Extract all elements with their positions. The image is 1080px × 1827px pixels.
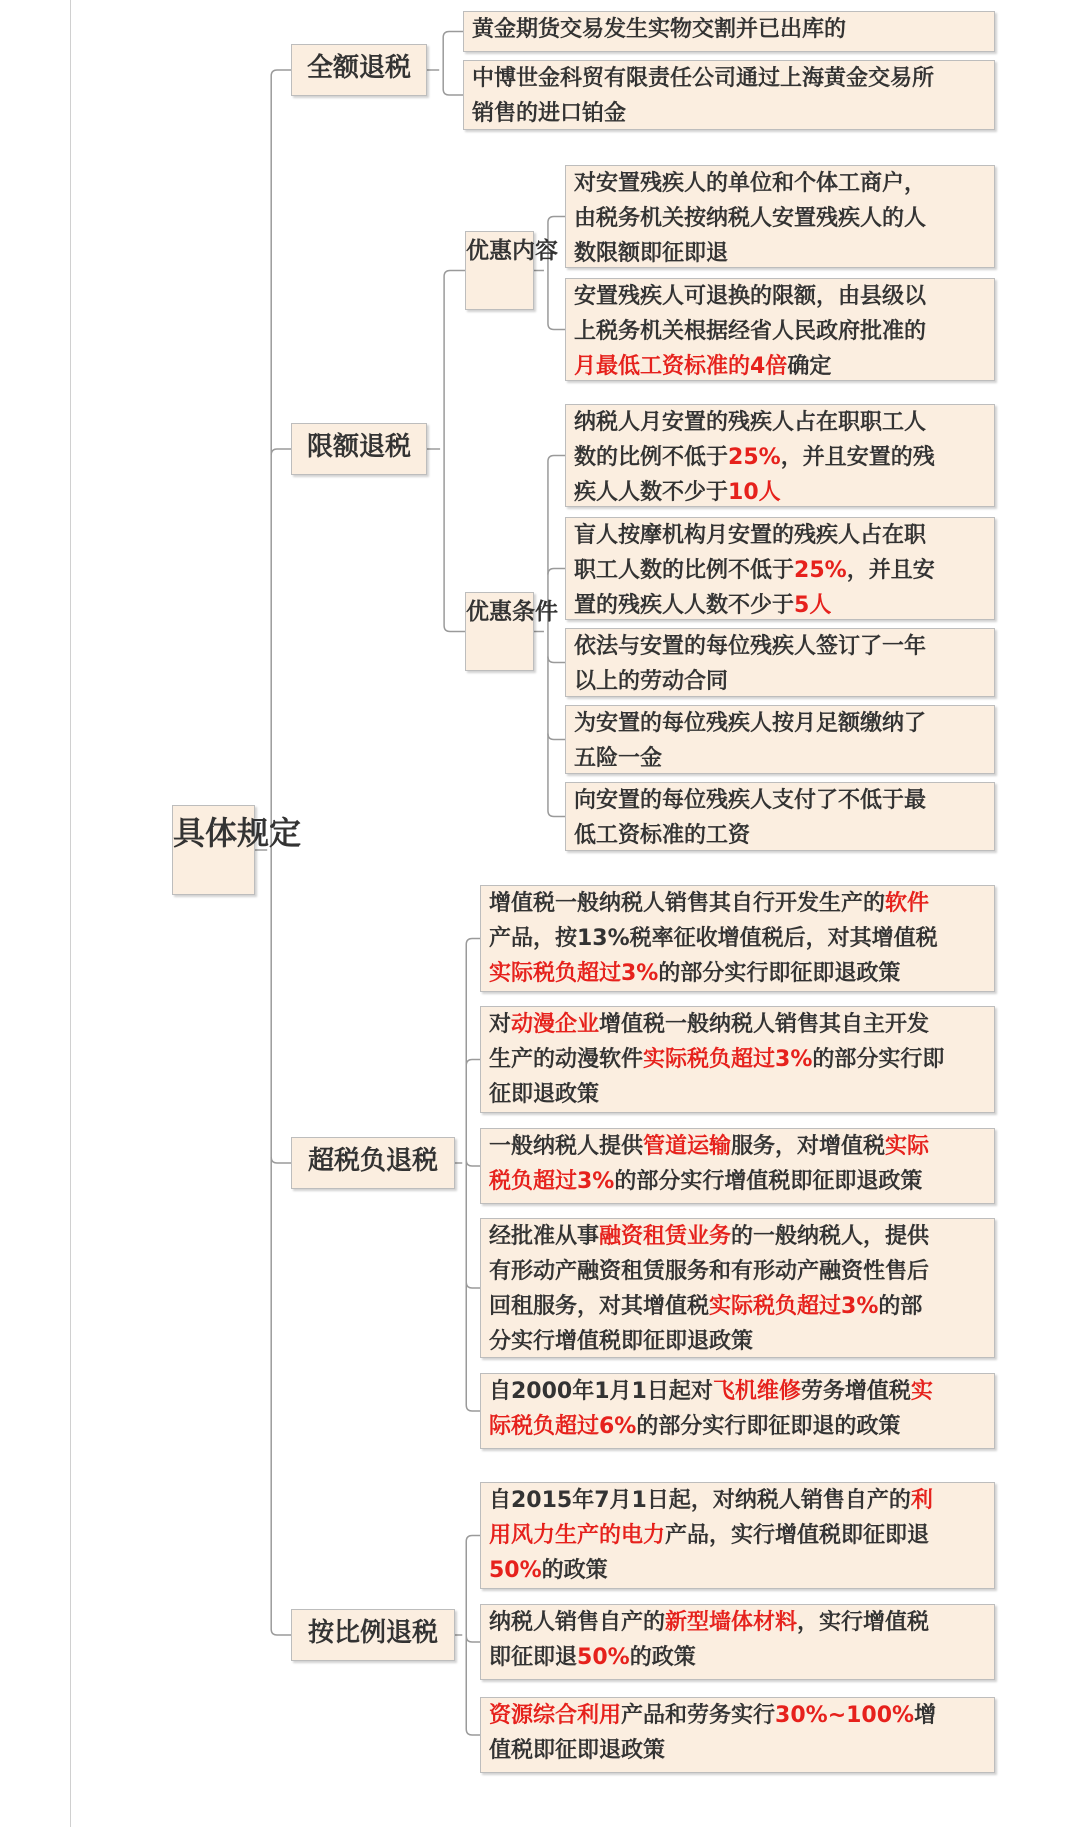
- text-line: [489, 1077, 988, 1112]
- highlight-text: 实际税负超过3%: [489, 961, 659, 986]
- text-line: [574, 588, 988, 620]
- highlight-text: 50%: [577, 1645, 630, 1670]
- text-segment: 纳税人销售自产的: [489, 1610, 666, 1635]
- highlight-text: 25%: [794, 558, 847, 583]
- leaf-item: [480, 1482, 995, 1589]
- highlight-text: 软件: [885, 891, 930, 916]
- text-line: [489, 1409, 988, 1444]
- highlight-text: 资源综合利用: [489, 1703, 622, 1728]
- highlight-text: 飞机维修: [712, 1379, 801, 1404]
- highlight-text: 税负超过3%: [489, 1169, 615, 1194]
- text-segment: 的部分实行即征即退的政策: [636, 1414, 901, 1439]
- leaf-item: [565, 517, 995, 620]
- text-segment: 自2015年7月1日起，对纳税人销售自产的: [489, 1488, 911, 1513]
- highlight-text: 实际: [885, 1134, 930, 1159]
- text-line: [489, 1289, 988, 1324]
- text-segment: 以上的劳动合同: [574, 669, 729, 694]
- connector: [548, 217, 565, 223]
- connector: [548, 569, 565, 575]
- connector: [548, 456, 565, 462]
- text-line: [489, 1007, 988, 1042]
- text-segment: 的一般纳税人，提供: [731, 1224, 930, 1249]
- text-line: [574, 405, 988, 440]
- branch-label: 超税负退税: [307, 1146, 438, 1176]
- text-line: [472, 61, 988, 96]
- text-segment: 回租服务，对其增值税: [489, 1294, 710, 1319]
- text-line: [489, 1518, 988, 1553]
- text-segment: 征即退政策: [489, 1082, 600, 1107]
- highlight-text: 实际税负超过3%: [709, 1294, 879, 1319]
- leaf-item: [480, 1697, 995, 1773]
- text-line: [574, 314, 988, 349]
- text-segment: 数限额即征即退: [574, 241, 729, 266]
- text-segment: 由税务机关按纳税人安置残疾人的人: [574, 206, 927, 231]
- text-segment: 即征即退: [489, 1645, 578, 1670]
- text-segment: 的部: [878, 1294, 923, 1319]
- connector: [548, 811, 565, 817]
- leaf-item: [565, 278, 995, 381]
- connector: [466, 1729, 480, 1735]
- highlight-text: 利: [910, 1488, 933, 1513]
- text-line: [489, 1219, 988, 1254]
- branch-3: [291, 1137, 455, 1189]
- text-line: [472, 96, 988, 130]
- text-line: [489, 1733, 988, 1768]
- text-segment: 分实行增值税即征即退政策: [489, 1329, 754, 1354]
- text-segment: 安置残疾人可退换的限额，由县级以: [574, 284, 927, 309]
- connector: [271, 1157, 291, 1163]
- text-segment: 对安置残疾人的单位和个体工商户，: [574, 171, 927, 196]
- text-line: [574, 664, 988, 697]
- text-segment: 上税务机关根据经省人民政府批准的: [574, 319, 927, 344]
- text-segment: 对: [489, 1012, 512, 1037]
- highlight-text: 10人: [728, 480, 781, 505]
- text-segment: 低工资标准的工资: [574, 823, 751, 848]
- connector: [444, 626, 465, 632]
- text-segment: 值税即征即退政策: [489, 1738, 666, 1763]
- text-segment: 纳税人月安置的残疾人占在职职工人: [574, 410, 927, 435]
- text-segment: 的部分实行增值税即征即退政策: [614, 1169, 923, 1194]
- text-line: [574, 783, 988, 818]
- highlight-text: 实: [910, 1379, 933, 1404]
- leaf-item: [480, 1218, 995, 1358]
- branch-4: [291, 1609, 455, 1661]
- group-2: [465, 592, 558, 671]
- highlight-text: 实际税负超过3%: [643, 1047, 813, 1072]
- text-segment: 盲人按摩机构月安置的残疾人占在职: [574, 523, 927, 548]
- connector: [466, 1160, 480, 1166]
- text-segment: 向安置的每位残疾人支付了不低于最: [574, 788, 927, 813]
- text-segment: 职工人数的比例不低于: [574, 558, 795, 583]
- highlight-text: 融资租赁业务: [599, 1224, 732, 1249]
- leaf-item: [463, 60, 995, 130]
- connector: [466, 1636, 480, 1642]
- text-segment: 劳务增值税: [800, 1379, 911, 1404]
- label-line: 具体: [173, 814, 238, 852]
- label-line: 规定: [237, 814, 302, 852]
- leaf-item: [463, 11, 995, 52]
- text-segment: 为安置的每位残疾人按月足额缴纳了: [574, 711, 927, 736]
- connector: [271, 1629, 291, 1635]
- text-segment: 生产的动漫软件: [489, 1047, 644, 1072]
- leaf-item: [565, 404, 995, 507]
- text-segment: ，并且安: [846, 558, 935, 583]
- text-line: [489, 886, 988, 921]
- text-segment: 置的残疾人人数不少于: [574, 593, 795, 618]
- group-1: [465, 231, 558, 310]
- text-line: [472, 12, 988, 47]
- root-node: [172, 805, 302, 895]
- text-line: [574, 518, 988, 553]
- leaf-item: [480, 885, 995, 992]
- text-segment: 产品，按13%税率征收增值税后，对其增值税: [489, 926, 938, 951]
- text-line: [489, 1042, 988, 1077]
- text-segment: 的部分实行即征即退政策: [658, 961, 901, 986]
- text-line: [574, 706, 988, 741]
- connector: [548, 734, 565, 740]
- text-segment: ，并且安置的残: [780, 445, 935, 470]
- text-line: [574, 741, 988, 774]
- leaf-item: [480, 1604, 995, 1680]
- text-line: [574, 475, 988, 507]
- connector: [548, 324, 565, 330]
- branch-2: [291, 423, 427, 475]
- text-line: [489, 1640, 988, 1675]
- text-segment: 服务，对增值税: [731, 1134, 886, 1159]
- leaf-item: [565, 628, 995, 697]
- connector: [466, 939, 480, 945]
- connector: [444, 271, 465, 277]
- text-segment: 产品，实行增值税即征即退: [665, 1523, 930, 1548]
- label-line: 条件: [512, 599, 558, 625]
- leaf-item: [565, 705, 995, 774]
- text-segment: 中博世金科贸有限责任公司通过上海黄金交易所: [472, 66, 935, 91]
- text-segment: 的部分实行即: [812, 1047, 945, 1072]
- text-line: [489, 921, 988, 956]
- text-line: [489, 1324, 988, 1358]
- text-line: [489, 1164, 988, 1199]
- branch-label: 按比例退税: [307, 1618, 438, 1648]
- text-segment: 黄金期货交易发生实物交割并已出库的: [472, 17, 847, 42]
- highlight-text: 管道运输: [643, 1134, 732, 1159]
- text-segment: 自2000年1月1日起对: [489, 1379, 713, 1404]
- text-segment: 疾人人数不少于: [574, 480, 729, 505]
- text-segment: 增值税一般纳税人销售其自主开发: [599, 1012, 930, 1037]
- leaf-item: [565, 165, 995, 268]
- text-segment: 销售的进口铂金: [472, 101, 627, 126]
- text-line: [574, 279, 988, 314]
- connector: [466, 1282, 480, 1288]
- connector: [271, 70, 291, 76]
- text-segment: 数的比例不低于: [574, 445, 729, 470]
- text-segment: 依法与安置的每位残疾人签订了一年: [574, 634, 927, 659]
- text-segment: 产品和劳务实行: [621, 1703, 776, 1728]
- branch-label: 全额退税: [306, 53, 411, 83]
- label-line: 优惠: [466, 599, 512, 625]
- text-line: [574, 440, 988, 475]
- text-segment: 经批准从事: [489, 1224, 600, 1249]
- connector: [443, 89, 463, 95]
- text-line: [574, 629, 988, 664]
- highlight-text: 动漫企业: [511, 1012, 600, 1037]
- highlight-text: 5人: [794, 593, 832, 618]
- connector: [443, 32, 463, 38]
- connector: [466, 1060, 480, 1066]
- text-line: [489, 1698, 988, 1733]
- highlight-text: 50%: [489, 1558, 542, 1583]
- highlight-text: 用风力生产的电力: [489, 1523, 666, 1548]
- label-line: 内容: [512, 238, 558, 264]
- label-line: 优惠: [466, 238, 512, 264]
- text-segment: 的政策: [629, 1645, 696, 1670]
- text-line: [489, 1374, 988, 1409]
- text-segment: 增: [914, 1703, 937, 1728]
- branch-label: 限额退税: [306, 432, 411, 462]
- leaf-item: [480, 1006, 995, 1113]
- text-segment: ，实行增值税: [797, 1610, 930, 1635]
- highlight-text: 25%: [728, 445, 781, 470]
- text-line: [574, 166, 988, 201]
- connector: [548, 657, 565, 663]
- text-line: [489, 956, 988, 991]
- text-line: [574, 818, 988, 851]
- text-segment: 有形动产融资租赁服务和有形动产融资性售后: [489, 1259, 930, 1284]
- highlight-text: 月最低工资标准的4倍: [574, 354, 788, 379]
- text-line: [489, 1553, 988, 1588]
- highlight-text: 际税负超过6%: [489, 1414, 637, 1439]
- text-line: [574, 349, 988, 381]
- text-line: [489, 1254, 988, 1289]
- connector: [271, 449, 291, 455]
- text-segment: 确定: [787, 354, 832, 379]
- text-segment: 一般纳税人提供: [489, 1134, 644, 1159]
- connector: [466, 1536, 480, 1542]
- text-line: [574, 236, 988, 268]
- text-line: [574, 201, 988, 236]
- text-line: [574, 553, 988, 588]
- text-line: [489, 1129, 988, 1164]
- text-line: [489, 1483, 988, 1518]
- text-segment: 五险一金: [574, 746, 663, 771]
- leaf-item: [480, 1128, 995, 1204]
- connector: [466, 1405, 480, 1411]
- highlight-text: 30%~100%: [775, 1703, 915, 1728]
- text-segment: 的政策: [541, 1558, 608, 1583]
- leaf-item: [565, 782, 995, 851]
- text-line: [489, 1605, 988, 1640]
- text-segment: 增值税一般纳税人销售其自行开发生产的: [489, 891, 886, 916]
- leaf-item: [480, 1373, 995, 1449]
- highlight-text: 新型墙体材料: [665, 1610, 798, 1635]
- branch-1: [291, 44, 427, 96]
